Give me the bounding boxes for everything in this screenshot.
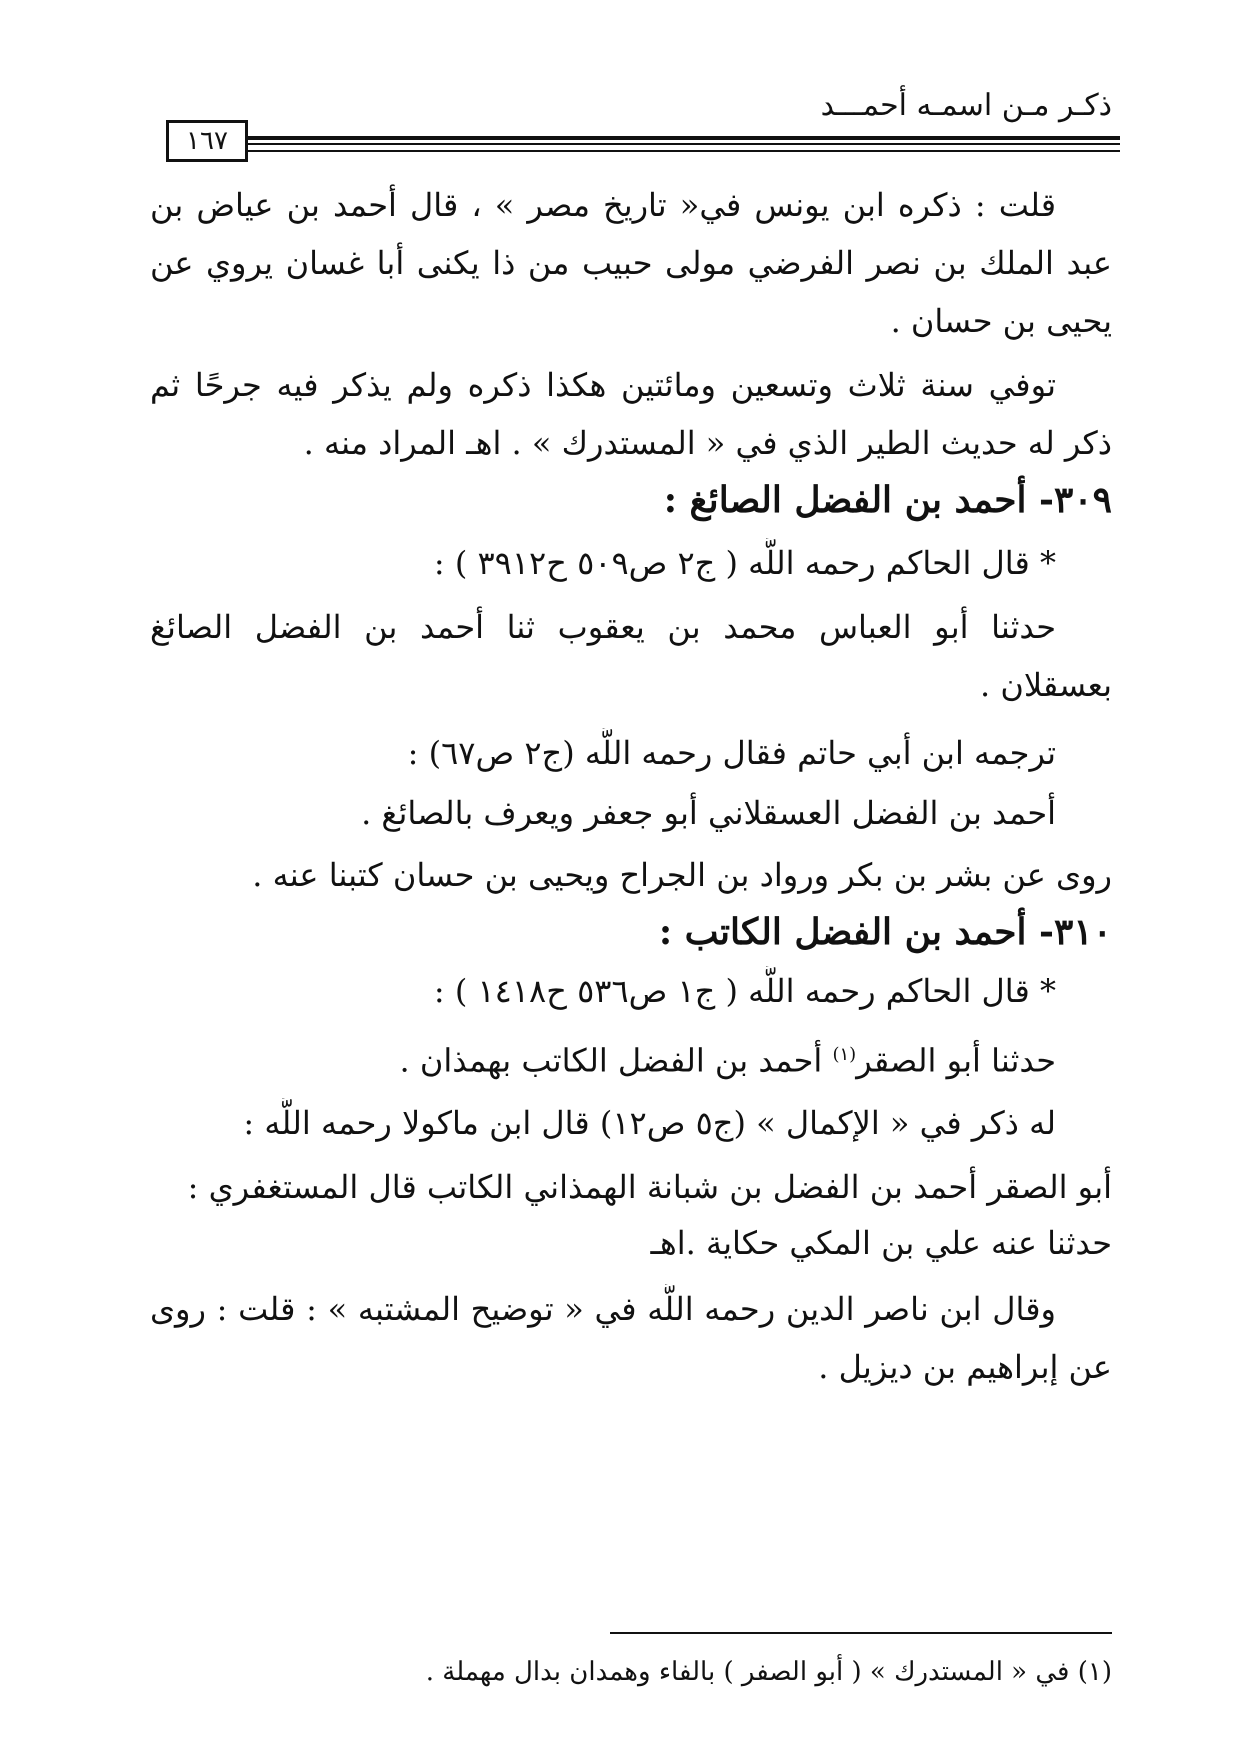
text-line: حدثنا أبو العباس محمد بن يعقوب ثنا أحمد بن الفضل الصائغ bbox=[150, 608, 1056, 646]
header-rule bbox=[246, 136, 1120, 140]
footnote-marker: (١) bbox=[832, 1044, 857, 1065]
running-title: ذكـر مـن اسمـه أحمـــد bbox=[820, 88, 1112, 123]
text-line: وقال ابن ناصر الدين رحمه اللَّه في « توضيح المشتبه » : قلت : روى bbox=[150, 1290, 1056, 1328]
text-line bbox=[150, 1030, 1056, 1086]
text-line: عن إبراهيم بن ديزيل . bbox=[818, 1348, 1112, 1386]
text-line: بعسقلان . bbox=[979, 666, 1112, 704]
text-line: * قال الحاكم رحمه اللَّه ( ج١ ص٥٣٦ ح١٤١٨ ) : bbox=[433, 972, 1056, 1010]
text-span: حدثنا أبو الصقر bbox=[856, 1041, 1056, 1080]
entry-heading: ٣١٠- أحمد بن الفضل الكاتب : bbox=[658, 911, 1112, 953]
header-rule bbox=[246, 143, 1120, 145]
text-line: أحمد بن الفضل العسقلاني أبو جعفر ويعرف بالصائغ . bbox=[361, 794, 1056, 832]
text-line: ترجمه ابن أبي حاتم فقال رحمه اللَّه (ج٢ ص٦٧) : bbox=[407, 734, 1056, 772]
header-rule bbox=[246, 150, 1120, 152]
text-span: أحمد بن الفضل الكاتب بهمذان . bbox=[399, 1041, 833, 1080]
page-number: ١٦٧ bbox=[166, 120, 248, 162]
text-line: حدثنا عنه علي بن المكي حكاية .اهـ bbox=[650, 1224, 1112, 1262]
text-line: * قال الحاكم رحمه اللَّه ( ج٢ ص٥٠٩ ح٣٩١٢ ) : bbox=[433, 544, 1056, 582]
text-line: له ذكر في « الإكمال » (ج٥ ص١٢) قال ابن ماكولا رحمه اللَّه : bbox=[243, 1104, 1056, 1142]
text-line: أبو الصقر أحمد بن الفضل بن شبانة الهمذاني الكاتب قال المستغفري : bbox=[187, 1168, 1112, 1206]
text-line: توفي سنة ثلاث وتسعين ومائتين هكذا ذكره ولم يذكر فيه جرحًا ثم bbox=[150, 366, 1056, 404]
text-line: عبد الملك بن نصر الفرضي مولى حبيب من ذا يكنى أبا غسان يروي عن bbox=[150, 244, 1112, 282]
text-line: قلت : ذكره ابن يونس في« تاريخ مصر » ، قال أحمد بن عياض بن bbox=[150, 186, 1056, 224]
text-line: روى عن بشر بن بكر ورواد بن الجراح ويحيى بن حسان كتبنا عنه . bbox=[252, 856, 1112, 894]
text-line: يحيى بن حسان . bbox=[890, 302, 1112, 340]
footnote-rule bbox=[610, 1632, 1112, 1634]
footnote: (١) في « المستدرك » ( أبو الصفر ) بالفاء وهمدان بدال مهملة . bbox=[425, 1657, 1112, 1687]
text-line: ذكر له حديث الطير الذي في « المستدرك » . اهـ المراد منه . bbox=[303, 424, 1112, 462]
entry-heading: ٣٠٩- أحمد بن الفضل الصائغ : bbox=[663, 479, 1112, 521]
